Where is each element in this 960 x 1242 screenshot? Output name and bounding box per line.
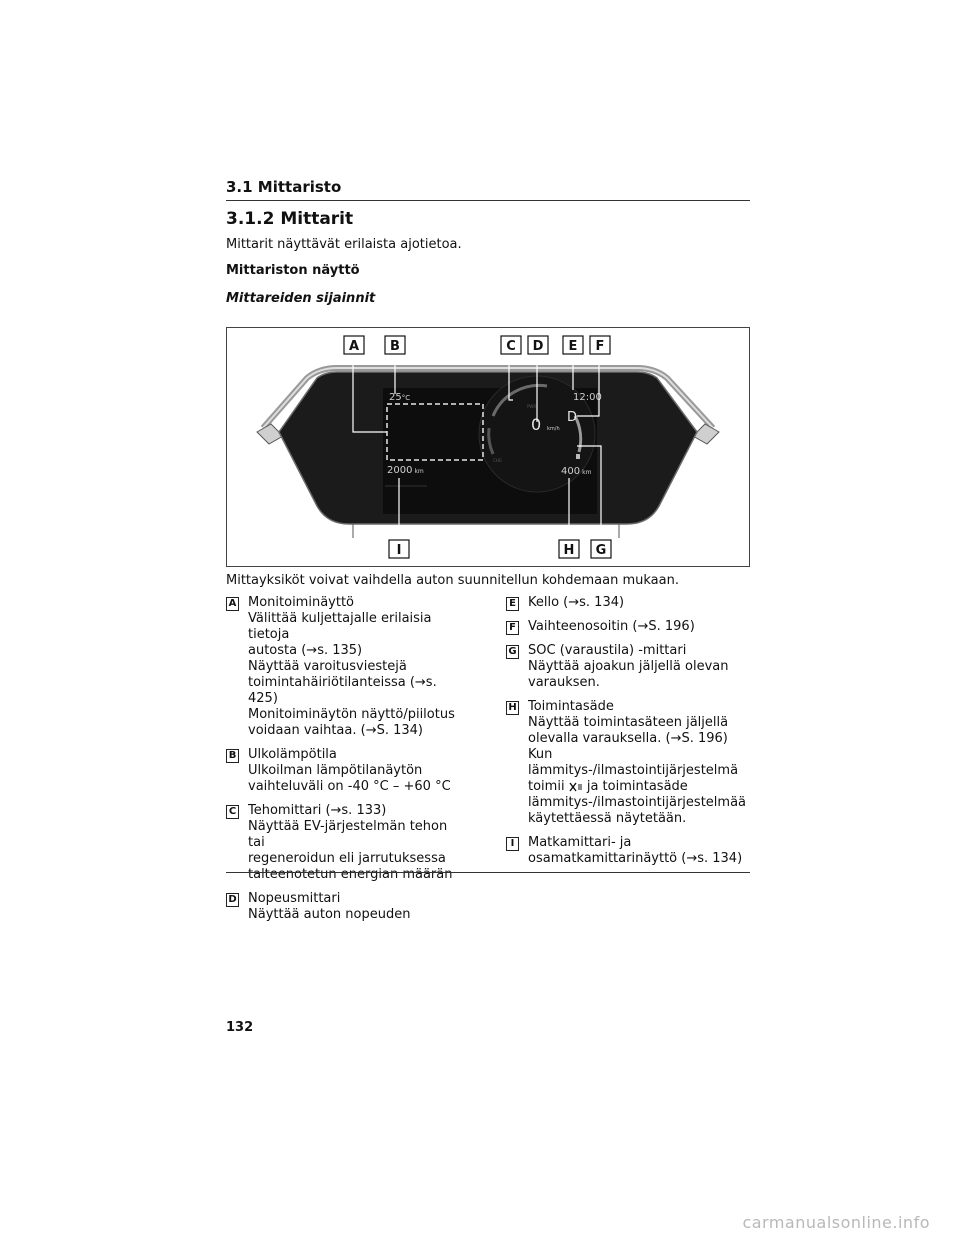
legend-label: G bbox=[506, 645, 519, 659]
range-unit: km bbox=[582, 469, 592, 476]
legend-line: Ulkoilman lämpötilanäytön bbox=[248, 763, 423, 778]
legend-line: Nopeusmittari bbox=[248, 891, 341, 906]
legend-line: Ulkolämpötila bbox=[248, 747, 337, 762]
temp-unit: °C bbox=[401, 394, 411, 402]
callout-f: F bbox=[595, 339, 605, 354]
legend-line: autosta (→s. 135) bbox=[248, 643, 363, 658]
legend-line: Näyttää varoitusviestejä bbox=[248, 659, 407, 674]
charge-label: CHG bbox=[493, 458, 502, 463]
legend-line: Näyttää toimintasäteen jäljellä bbox=[528, 715, 729, 730]
page-number: 132 bbox=[226, 1020, 254, 1035]
legend-line: Kello (→s. 134) bbox=[528, 595, 625, 610]
callout-a: A bbox=[348, 339, 360, 354]
legend-line: osamatkamittarinäyttö (→s. 134) bbox=[528, 851, 743, 866]
callout-c: C bbox=[506, 339, 516, 354]
legend-line: Monitoiminäyttö bbox=[248, 595, 355, 610]
temp-value: 25 bbox=[389, 392, 402, 403]
legend-line: Näyttää ajoakun jäljellä olevan bbox=[528, 659, 729, 674]
outside-temp-readout bbox=[389, 392, 410, 403]
power-label: PWR bbox=[527, 404, 537, 409]
legend-line-with-icon bbox=[528, 779, 756, 795]
legend-item-b bbox=[226, 747, 466, 795]
legend-line-pre: toimii bbox=[528, 779, 565, 794]
legend-line: Toimintasäde bbox=[528, 699, 614, 714]
callout-h: H bbox=[563, 543, 575, 558]
legend-line: vaihteluväli on -40 °C – +60 °C bbox=[248, 779, 451, 794]
legend-line: Monitoiminäytön näyttö/piilotus bbox=[248, 707, 455, 722]
left-fin bbox=[257, 424, 283, 444]
legend-item-g bbox=[506, 643, 756, 691]
odometer-value: 2000 bbox=[387, 465, 413, 476]
legend-line: lämmitys-/ilmastointijärjestelmää bbox=[528, 795, 746, 810]
legend-line: SOC (varaustila) -mittari bbox=[528, 643, 687, 658]
clock-readout: 12:00 bbox=[573, 392, 602, 403]
legend-item-h bbox=[506, 699, 756, 827]
legend-item-a bbox=[226, 595, 466, 739]
legend-line: Näyttää EV-järjestelmän tehon tai bbox=[248, 819, 448, 850]
gear-indicator: D bbox=[567, 410, 578, 425]
legend-line: Kun lämmitys-/ilmastointijärjestelmä bbox=[528, 747, 739, 778]
units-note: Mittayksiköt voivat vaihdella auton suunnitellun kohdemaan mukaan. bbox=[226, 573, 679, 588]
display-heading: Mittariston näyttö bbox=[226, 263, 360, 278]
positions-heading: Mittareiden sijainnit bbox=[226, 291, 376, 306]
legend-right-column bbox=[506, 595, 756, 875]
callout-e: E bbox=[568, 339, 578, 354]
legend-line: Vaihteenosoitin (→S. 196) bbox=[528, 619, 695, 634]
legend-item-d bbox=[226, 891, 466, 923]
legend-line-post: ja toimintasäde bbox=[586, 779, 688, 794]
bottom-divider bbox=[226, 872, 750, 873]
callout-i: I bbox=[396, 543, 402, 558]
callout-d: D bbox=[532, 339, 544, 354]
legend-line: varauksen. bbox=[528, 675, 600, 690]
legend-item-e bbox=[506, 595, 756, 611]
legend-line: toimintahäiriötilanteissa (→s. 425) bbox=[248, 675, 437, 706]
legend-line: olevalla varauksella. (→S. 196) bbox=[528, 731, 728, 746]
legend-label: A bbox=[226, 597, 239, 611]
legend-line: voidaan vaihtaa. (→S. 134) bbox=[248, 723, 423, 738]
legend-label: E bbox=[506, 597, 519, 611]
speed-readout: 0 bbox=[531, 415, 542, 434]
watermark: carmanualsonline.info bbox=[742, 1213, 930, 1232]
legend-line: Näyttää auton nopeuden bbox=[248, 907, 411, 922]
legend-item-i bbox=[506, 835, 756, 867]
legend-line: käytettäessä näytetään. bbox=[528, 811, 687, 826]
legend-line: Välittää kuljettajalle erilaisia tietoja bbox=[248, 611, 432, 642]
callouts-bottom bbox=[389, 540, 611, 558]
legend-item-f bbox=[506, 619, 756, 635]
instrument-cluster-figure bbox=[226, 327, 750, 567]
legend-left-column bbox=[226, 595, 466, 931]
right-fin bbox=[693, 424, 719, 444]
subsection-title: 3.1.2 Mittarit bbox=[226, 209, 354, 229]
legend-line: regeneroidun eli jarrutuksessa bbox=[248, 851, 446, 866]
ac-fan-icon bbox=[569, 782, 583, 792]
speed-unit: km/h bbox=[547, 426, 560, 432]
legend-label: I bbox=[506, 837, 519, 851]
range-value: 400 bbox=[561, 466, 581, 477]
legend-line: Matkamittari- ja bbox=[528, 835, 632, 850]
callouts-top bbox=[344, 336, 610, 354]
legend-item-c bbox=[226, 803, 466, 883]
legend-label: D bbox=[226, 893, 239, 907]
legend-label: F bbox=[506, 621, 519, 635]
legend-label: B bbox=[226, 749, 239, 763]
legend-line: Tehomittari (→s. 133) bbox=[248, 803, 387, 818]
odometer-unit: km bbox=[414, 468, 424, 475]
legend-line: talteenotetun energian määrän bbox=[248, 867, 453, 882]
intro-text: Mittarit näyttävät erilaista ajotietoa. bbox=[226, 237, 462, 252]
legend-label: H bbox=[506, 701, 519, 715]
callout-b: B bbox=[390, 339, 400, 354]
callout-g: G bbox=[595, 543, 607, 558]
fuel-pump-icon bbox=[576, 454, 580, 459]
legend-label: C bbox=[226, 805, 239, 819]
section-heading: 3.1 Mittaristo bbox=[226, 178, 750, 201]
